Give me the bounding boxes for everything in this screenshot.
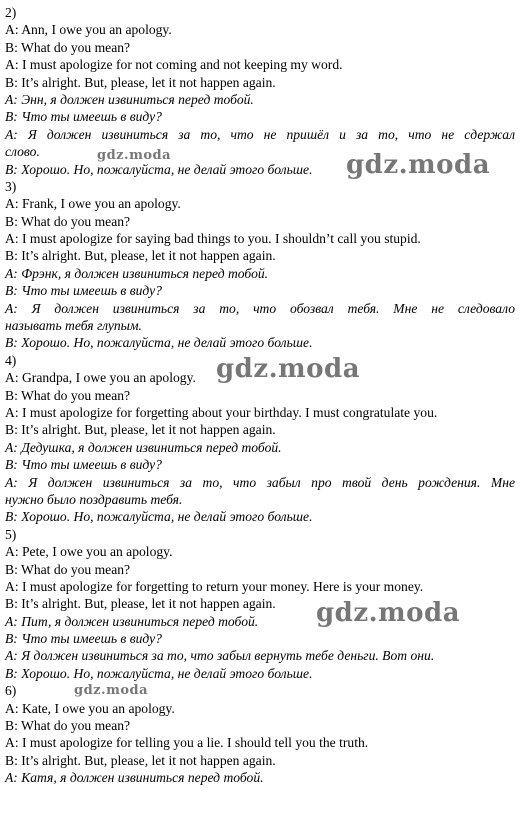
section-number: 2) — [5, 5, 17, 20]
translation-line: В: Хорошо. Но, пожалуйста, не делай этого больше. — [5, 665, 313, 681]
watermark-large: gdz.moda — [216, 354, 361, 384]
dialogue-line: A: I must apologize for telling you a lie. I should tell you the truth. — [5, 735, 369, 751]
translation-line: В: Что ты имеешь в виду? — [5, 631, 162, 647]
dialogue-line: B: What do you mean? — [5, 718, 131, 734]
section-number: 4) — [5, 352, 17, 368]
translation-line: В: Что ты имеешь в виду? — [5, 283, 162, 299]
translation-line: А: Пит, я должен извиниться перед тобой. — [5, 613, 259, 629]
dialogue-line: B: It’s alright. But, please, let it not happen again. — [5, 74, 276, 90]
watermark-small: gdz.moda — [97, 148, 172, 163]
translation-line: А: Катя, я должен извиниться перед тобой. — [5, 770, 264, 786]
translation-line: А: Дедушка, я должен извиниться перед тобой. — [5, 439, 282, 455]
dialogue-line: A: I must apologize for not coming and not keeping my word. — [5, 57, 343, 73]
translation-line: А: Я должен извиниться за то, что забыл вернуть тебе деньги. Вот они. — [5, 648, 435, 664]
translation-line: В: Хорошо. Но, пожалуйста, не делай этого больше. — [5, 335, 313, 351]
dialogue-line: A: I must apologize for saying bad things to you. I shouldn’t call you stupid. — [5, 231, 421, 247]
section-number: 6) — [5, 683, 17, 699]
dialogue-line: A: I must apologize for forgetting about your birthday. I must congratulate you. — [5, 404, 438, 420]
translation-line: А: Я должен извиниться за то, что забыл про твой день рождения. Мне — [5, 474, 515, 490]
translation-line: А: Я должен извиниться за то, что не пришёл и за то, что не сдержал — [5, 126, 515, 142]
section-number: 5) — [5, 526, 17, 542]
dialogue-line: B: What do you mean? — [5, 387, 131, 403]
watermark-small: gdz.moda — [74, 683, 149, 698]
dialogue-line: B: It’s alright. But, please, let it not happen again. — [5, 752, 276, 768]
dialogue-line: A: Pete, I owe you an apology. — [5, 544, 173, 560]
translation-line: А: Фрэнк, я должен извиниться перед тобой. — [5, 265, 269, 281]
translation-line: нужно было поздравить тебя. — [5, 491, 183, 507]
dialogue-line: A: I must apologize for forgetting to return your money. Here is your money. — [5, 578, 424, 594]
dialogue-line: A: Kate, I owe you an apology. — [5, 700, 175, 716]
translation-line: В: Хорошо. Но, пожалуйста, не делай этого больше. — [5, 161, 313, 177]
watermark-large: gdz.moda — [346, 150, 491, 180]
watermark-large: gdz.moda — [316, 598, 461, 628]
dialogue-line: A: Grandpa, I owe you an apology. — [5, 370, 196, 386]
translation-line: В: Что ты имеешь в виду? — [5, 109, 162, 125]
translation-line: В: Что ты имеешь в виду? — [5, 457, 162, 473]
document-body — [5, 4, 515, 787]
dialogue-line: B: What do you mean? — [5, 39, 131, 55]
dialogue-line: B: It’s alright. But, please, let it not happen again. — [5, 422, 276, 438]
dialogue-line: A: Frank, I owe you an apology. — [5, 196, 181, 212]
translation-line: А: Энн, я должен извиниться перед тобой. — [5, 91, 254, 107]
translation-line: А: Я должен извиниться за то, что обозвал тебя. Мне не следовало — [5, 300, 515, 316]
translation-line: слово. — [5, 144, 40, 160]
dialogue-line: B: What do you mean? — [5, 213, 131, 229]
section-number: 3) — [5, 178, 17, 194]
translation-line: В: Хорошо. Но, пожалуйста, не делай этого больше. — [5, 509, 313, 525]
dialogue-line: A: Ann, I owe you an apology. — [5, 22, 172, 38]
dialogue-line: B: It’s alright. But, please, let it not happen again. — [5, 596, 276, 612]
dialogue-line: B: It’s alright. But, please, let it not happen again. — [5, 248, 276, 264]
dialogue-line: B: What do you mean? — [5, 561, 131, 577]
translation-line: называть тебя глупым. — [5, 318, 142, 334]
